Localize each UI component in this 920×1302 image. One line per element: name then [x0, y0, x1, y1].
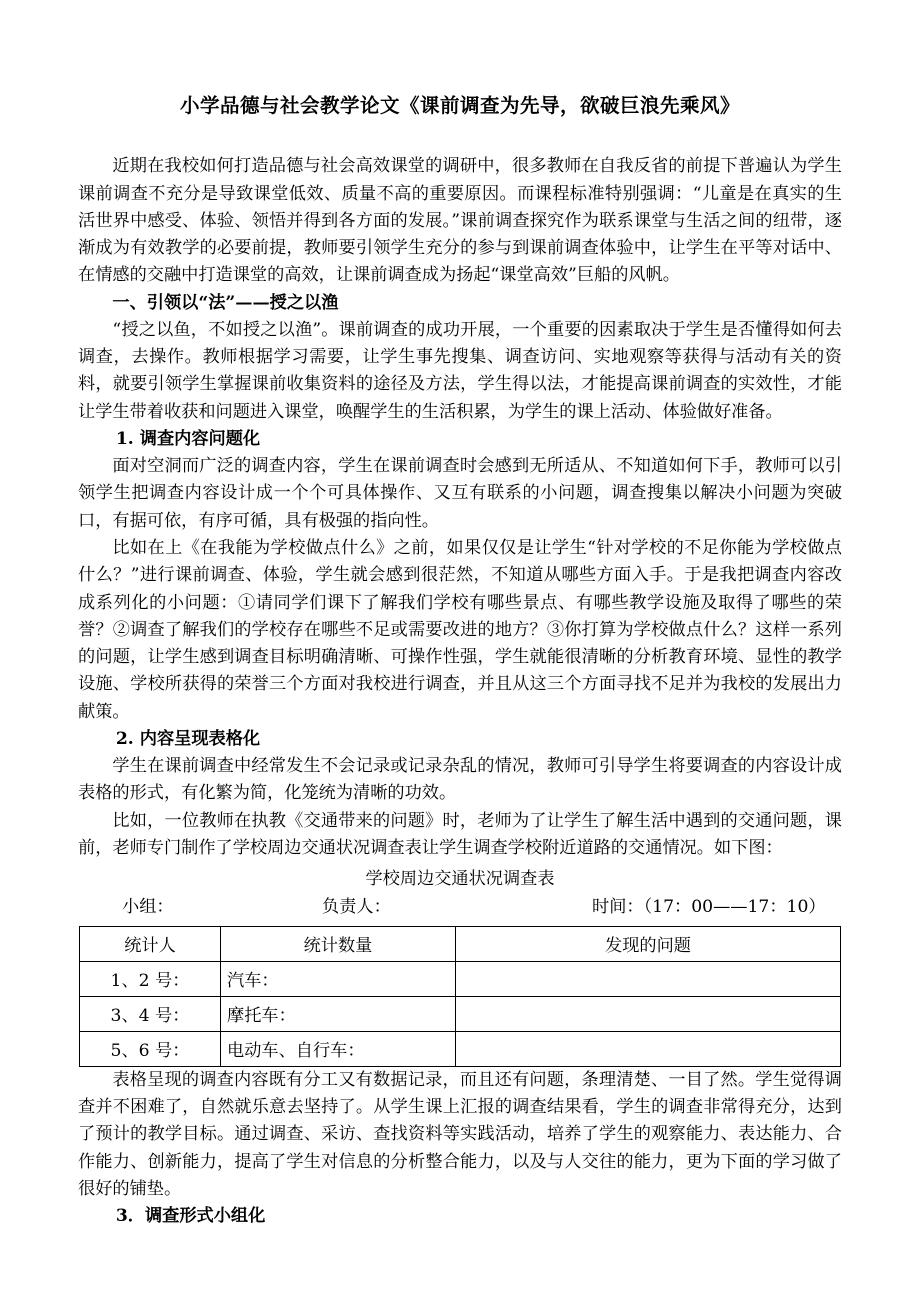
subsection-1-paragraph-1: 面对空洞而广泛的调查内容，学生在课前调查时会感到无所适从、不知道如何下手，教师可以引领学生把调查内容设计成一个个可具体操作、又互有联系的小问题，调查搜集以解决小问题为突破口，有据可依，有序可循，具有极强的指向性。: [78, 456, 842, 531]
table-cell-statistician: 5、6 号：: [80, 1031, 221, 1066]
section-heading-1: 一、引领以“法”——授之以渔: [112, 292, 339, 313]
table-header-cell-0: 统计人: [80, 926, 221, 961]
document-body: [78, 153, 842, 1230]
subsection-heading-3: 3．调查形式小组化: [115, 1206, 266, 1227]
subsection-heading-2: 2. 内容呈现表格化: [115, 728, 261, 749]
table-cell-problem: [456, 961, 841, 996]
table-cell-count: 汽车：: [221, 961, 456, 996]
table-cell-statistician: 3、4 号：: [80, 996, 221, 1031]
table-row: [80, 996, 841, 1031]
table-meta-row: [78, 894, 842, 921]
table-cell-problem: [456, 996, 841, 1031]
section-1-paragraph-1: “授之以鱼，不如授之以渔”。课前调查的成功开展，一个重要的因素取决于学生是否懂得如何去调查，去操作。教师根据学习需要，让学生事先搜集、调查访问、实地观察等获得与活动有关的资料，就要引领学生掌握课前收集资料的途径及方法，学生得以法，才能提高课前调查的实效性，才能让学生带着收获和问题进入课堂，唤醒学生的生活积累，为学生的课上活动、体验做好准备。: [78, 319, 842, 422]
survey-table: [79, 926, 841, 1067]
subsection-1-paragraph-2: 比如在上《在我能为学校做点什么》之前，如果仅仅是让学生“针对学校的不足你能为学校做点什么？”进行课前调查、体验，学生就会感到很茫然，不知道从哪些方面入手。于是我把调查内容改成系列化的小问题：①请同学们课下了解我们学校有哪些景点、有哪些教学设施及取得了哪些的荣誉？②调查了解我们的学校存在哪些不足或需要改进的地方？③你打算为学校做点什么？这样一系列的问题，让学生感到调查目标明确清晰、可操作性强，学生就能很清晰的分析教育环境、显性的教学设施、学校所获得的荣誉三个方面对我校进行调查，并且从这三个方面寻找不足并为我校的发展出力献策。: [78, 538, 842, 722]
table-row: [80, 961, 841, 996]
table-cell-count: 电动车、自行车：: [221, 1031, 456, 1066]
table-cell-statistician: 1、2 号：: [80, 961, 221, 996]
after-table-paragraph: 表格呈现的调查内容既有分工又有数据记录，而且还有问题，条理清楚、一目了然。学生觉得调查并不困难了，自然就乐意去坚持了。从学生课上汇报的调查结果看，学生的调查非常得充分，达到了预计的教学目标。通过调查、采访、查找资料等实践活动，培养了学生的观察能力、表达能力、合作能力、创新能力，提高了学生对信息的分析整合能力，以及与人交往的能力，更为下面的学习做了很好的铺垫。: [78, 1069, 842, 1199]
subsection-2-paragraph-1: 学生在课前调查中经常发生不会记录或记录杂乱的情况，教师可引导学生将要调查的内容设计成表格的形式，有化繁为简，化笼统为清晰的功效。: [78, 756, 842, 804]
table-header-cell-2: 发现的问题: [456, 926, 841, 961]
table-meta-group: 小组：: [122, 897, 174, 918]
table-caption: 学校周边交通状况调查表: [365, 869, 555, 890]
table-row: [80, 1031, 841, 1066]
table-cell-count: 摩托车：: [221, 996, 456, 1031]
table-meta-time: 时间：（17：00——17：10）: [592, 897, 826, 918]
subsection-heading-1: 1. 调查内容问题化: [115, 428, 261, 449]
page-title: 小学品德与社会教学论文《课前调查为先导，欲破巨浪先乘风》: [179, 94, 740, 117]
table-meta-leader: 负责人：: [322, 897, 391, 918]
table-cell-problem: [456, 1031, 841, 1066]
intro-paragraph: 近期在我校如何打造品德与社会高效课堂的调研中，很多教师在自我反省的前提下普遍认为学生课前调查不充分是导致课堂低效、质量不高的重要原因。而课程标准特别强调：“儿童是在真实的生活世界中感受、体验、领悟并得到各方面的发展。”课前调查探究作为联系课堂与生活之间的纽带，逐渐成为有效教学的必要前提，教师要引领学生充分的参与到课前调查体验中，让学生在平等对话中、在情感的交融中打造课堂的高效，让课前调查成为扬起“课堂高效”巨船的风帆。: [78, 156, 842, 286]
subsection-2-paragraph-2: 比如，一位教师在执教《交通带来的问题》时，老师为了让学生了解生活中遇到的交通问题，课前，老师专门制作了学校周边交通状况调查表让学生调查学校附近道路的交通情况。如下图：: [78, 810, 842, 858]
table-header-row: [80, 926, 841, 961]
table-header-cell-1: 统计数量: [221, 926, 456, 961]
